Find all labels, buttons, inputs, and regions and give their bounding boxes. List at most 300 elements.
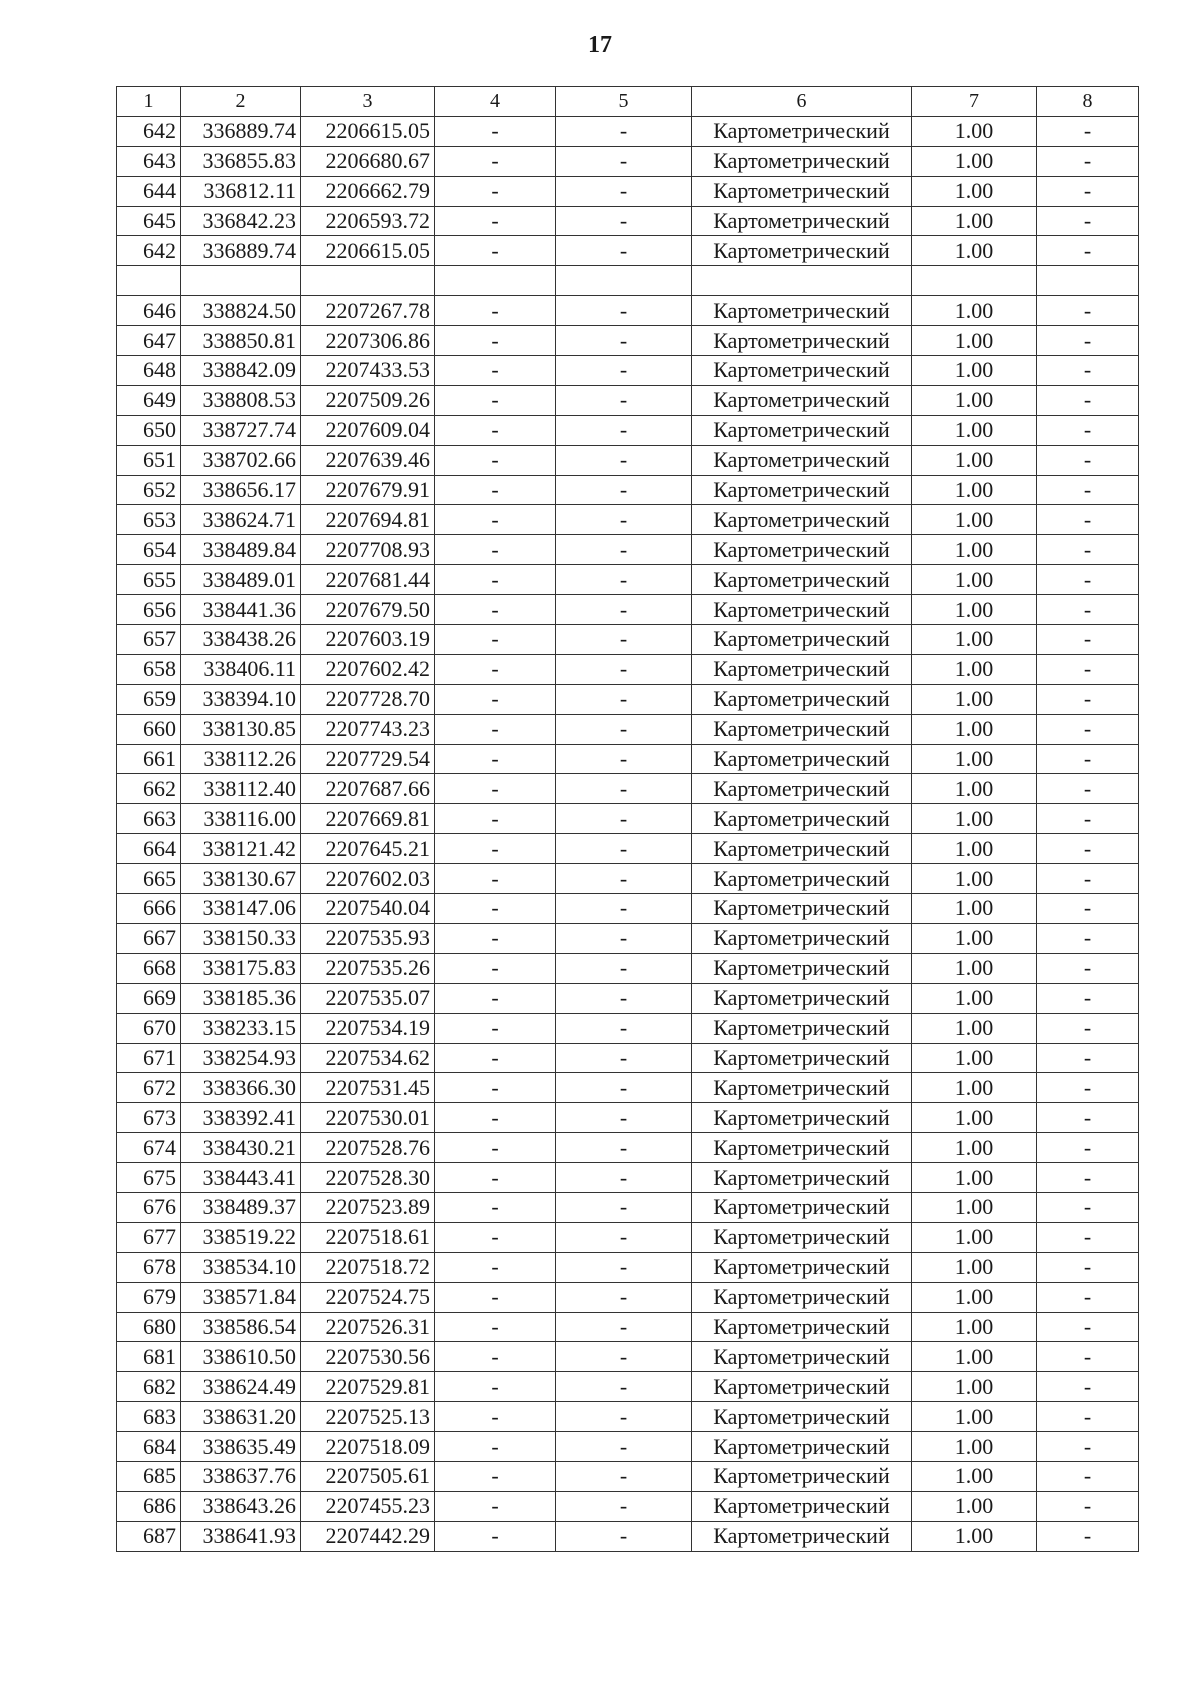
accuracy-cell: 1.00 bbox=[912, 1013, 1037, 1043]
method-cell bbox=[692, 266, 912, 296]
accuracy-cell: 1.00 bbox=[912, 326, 1037, 356]
y-coordinate-cell: 2207681.44 bbox=[301, 565, 435, 595]
table-row bbox=[117, 1461, 1139, 1491]
accuracy-cell: 1.00 bbox=[912, 1073, 1037, 1103]
accuracy-cell: 1.00 bbox=[912, 923, 1037, 953]
method-cell: Картометрический bbox=[692, 206, 912, 236]
column-4-cell: - bbox=[435, 1402, 556, 1432]
column-4-cell: - bbox=[435, 1252, 556, 1282]
column-8-cell: - bbox=[1037, 714, 1139, 744]
method-cell: Картометрический bbox=[692, 804, 912, 834]
header-cell: 7 bbox=[912, 87, 1037, 117]
column-4-cell: - bbox=[435, 1312, 556, 1342]
table-row bbox=[117, 1282, 1139, 1312]
column-5-cell: - bbox=[556, 1282, 692, 1312]
column-4-cell: - bbox=[435, 1013, 556, 1043]
table-row bbox=[117, 1402, 1139, 1432]
accuracy-cell: 1.00 bbox=[912, 595, 1037, 625]
accuracy-cell: 1.00 bbox=[912, 1312, 1037, 1342]
column-8-cell: - bbox=[1037, 684, 1139, 714]
accuracy-cell: 1.00 bbox=[912, 1342, 1037, 1372]
column-4-cell: - bbox=[435, 864, 556, 894]
column-5-cell: - bbox=[556, 953, 692, 983]
point-number-cell: 683 bbox=[117, 1402, 181, 1432]
table-row bbox=[117, 415, 1139, 445]
table-row bbox=[117, 864, 1139, 894]
method-cell: Картометрический bbox=[692, 1461, 912, 1491]
column-5-cell: - bbox=[556, 1252, 692, 1282]
column-8-cell: - bbox=[1037, 1282, 1139, 1312]
x-coordinate-cell: 338571.84 bbox=[181, 1282, 301, 1312]
y-coordinate-cell: 2207306.86 bbox=[301, 326, 435, 356]
column-8-cell: - bbox=[1037, 1432, 1139, 1462]
table-row bbox=[117, 923, 1139, 953]
y-coordinate-cell: 2206662.79 bbox=[301, 176, 435, 206]
column-8-cell: - bbox=[1037, 1073, 1139, 1103]
coordinates-table bbox=[116, 86, 1139, 1552]
y-coordinate-cell bbox=[301, 266, 435, 296]
point-number-cell: 666 bbox=[117, 894, 181, 924]
y-coordinate-cell: 2207528.76 bbox=[301, 1133, 435, 1163]
column-4-cell: - bbox=[435, 1282, 556, 1312]
column-4-cell: - bbox=[435, 296, 556, 326]
accuracy-cell: 1.00 bbox=[912, 505, 1037, 535]
accuracy-cell: 1.00 bbox=[912, 1402, 1037, 1432]
point-number-cell: 681 bbox=[117, 1342, 181, 1372]
method-cell: Картометрический bbox=[692, 654, 912, 684]
point-number-cell: 667 bbox=[117, 923, 181, 953]
x-coordinate-cell bbox=[181, 266, 301, 296]
y-coordinate-cell: 2207687.66 bbox=[301, 774, 435, 804]
column-5-cell: - bbox=[556, 654, 692, 684]
y-coordinate-cell: 2207523.89 bbox=[301, 1192, 435, 1222]
table-row bbox=[117, 356, 1139, 386]
column-5-cell: - bbox=[556, 415, 692, 445]
method-cell: Картометрический bbox=[692, 475, 912, 505]
x-coordinate-cell: 338624.49 bbox=[181, 1372, 301, 1402]
method-cell: Картометрический bbox=[692, 774, 912, 804]
method-cell: Картометрический bbox=[692, 116, 912, 146]
accuracy-cell: 1.00 bbox=[912, 176, 1037, 206]
x-coordinate-cell: 338702.66 bbox=[181, 445, 301, 475]
column-5-cell: - bbox=[556, 1222, 692, 1252]
header-cell: 5 bbox=[556, 87, 692, 117]
method-cell: Картометрический bbox=[692, 1312, 912, 1342]
accuracy-cell: 1.00 bbox=[912, 894, 1037, 924]
table-row bbox=[117, 1073, 1139, 1103]
column-8-cell bbox=[1037, 266, 1139, 296]
column-5-cell bbox=[556, 266, 692, 296]
x-coordinate-cell: 338116.00 bbox=[181, 804, 301, 834]
point-number-cell: 669 bbox=[117, 983, 181, 1013]
accuracy-cell: 1.00 bbox=[912, 1282, 1037, 1312]
y-coordinate-cell: 2207530.56 bbox=[301, 1342, 435, 1372]
column-5-cell: - bbox=[556, 296, 692, 326]
column-4-cell: - bbox=[435, 326, 556, 356]
column-8-cell: - bbox=[1037, 595, 1139, 625]
x-coordinate-cell: 338850.81 bbox=[181, 326, 301, 356]
table-row bbox=[117, 385, 1139, 415]
accuracy-cell: 1.00 bbox=[912, 1521, 1037, 1551]
column-5-cell: - bbox=[556, 894, 692, 924]
accuracy-cell: 1.00 bbox=[912, 953, 1037, 983]
accuracy-cell: 1.00 bbox=[912, 864, 1037, 894]
column-8-cell: - bbox=[1037, 1013, 1139, 1043]
column-4-cell: - bbox=[435, 1521, 556, 1551]
method-cell: Картометрический bbox=[692, 356, 912, 386]
x-coordinate-cell: 338112.26 bbox=[181, 744, 301, 774]
y-coordinate-cell: 2207509.26 bbox=[301, 385, 435, 415]
column-5-cell: - bbox=[556, 176, 692, 206]
y-coordinate-cell: 2207518.72 bbox=[301, 1252, 435, 1282]
column-5-cell: - bbox=[556, 1432, 692, 1462]
column-4-cell: - bbox=[435, 1163, 556, 1193]
column-8-cell: - bbox=[1037, 1461, 1139, 1491]
y-coordinate-cell: 2207694.81 bbox=[301, 505, 435, 535]
y-coordinate-cell: 2207534.19 bbox=[301, 1013, 435, 1043]
y-coordinate-cell: 2207267.78 bbox=[301, 296, 435, 326]
column-5-cell: - bbox=[556, 236, 692, 266]
column-4-cell: - bbox=[435, 983, 556, 1013]
method-cell: Картометрический bbox=[692, 953, 912, 983]
column-5-cell: - bbox=[556, 834, 692, 864]
accuracy-cell: 1.00 bbox=[912, 146, 1037, 176]
table-row bbox=[117, 296, 1139, 326]
column-4-cell: - bbox=[435, 146, 556, 176]
point-number-cell: 649 bbox=[117, 385, 181, 415]
x-coordinate-cell: 338366.30 bbox=[181, 1073, 301, 1103]
table-row bbox=[117, 714, 1139, 744]
point-number-cell: 643 bbox=[117, 146, 181, 176]
column-4-cell: - bbox=[435, 1192, 556, 1222]
method-cell: Картометрический bbox=[692, 894, 912, 924]
column-8-cell: - bbox=[1037, 804, 1139, 834]
method-cell: Картометрический bbox=[692, 146, 912, 176]
column-4-cell: - bbox=[435, 834, 556, 864]
point-number-cell: 675 bbox=[117, 1163, 181, 1193]
accuracy-cell: 1.00 bbox=[912, 206, 1037, 236]
column-5-cell: - bbox=[556, 206, 692, 236]
y-coordinate-cell: 2206593.72 bbox=[301, 206, 435, 236]
x-coordinate-cell: 336855.83 bbox=[181, 146, 301, 176]
table-row bbox=[117, 176, 1139, 206]
accuracy-cell: 1.00 bbox=[912, 1192, 1037, 1222]
x-coordinate-cell: 338394.10 bbox=[181, 684, 301, 714]
point-number-cell: 658 bbox=[117, 654, 181, 684]
table-row bbox=[117, 654, 1139, 684]
column-8-cell: - bbox=[1037, 983, 1139, 1013]
column-4-cell: - bbox=[435, 1103, 556, 1133]
x-coordinate-cell: 336812.11 bbox=[181, 176, 301, 206]
column-4-cell: - bbox=[435, 385, 556, 415]
column-8-cell: - bbox=[1037, 146, 1139, 176]
accuracy-cell: 1.00 bbox=[912, 236, 1037, 266]
column-5-cell: - bbox=[556, 535, 692, 565]
accuracy-cell: 1.00 bbox=[912, 684, 1037, 714]
column-5-cell: - bbox=[556, 983, 692, 1013]
x-coordinate-cell: 338233.15 bbox=[181, 1013, 301, 1043]
column-8-cell: - bbox=[1037, 296, 1139, 326]
x-coordinate-cell: 338406.11 bbox=[181, 654, 301, 684]
x-coordinate-cell: 338254.93 bbox=[181, 1043, 301, 1073]
y-coordinate-cell: 2207535.93 bbox=[301, 923, 435, 953]
accuracy-cell: 1.00 bbox=[912, 1043, 1037, 1073]
table-row bbox=[117, 1312, 1139, 1342]
accuracy-cell: 1.00 bbox=[912, 565, 1037, 595]
x-coordinate-cell: 338489.01 bbox=[181, 565, 301, 595]
point-number-cell: 671 bbox=[117, 1043, 181, 1073]
table-row bbox=[117, 146, 1139, 176]
column-5-cell: - bbox=[556, 1461, 692, 1491]
y-coordinate-cell: 2207743.23 bbox=[301, 714, 435, 744]
method-cell: Картометрический bbox=[692, 1402, 912, 1432]
x-coordinate-cell: 338637.76 bbox=[181, 1461, 301, 1491]
column-4-cell: - bbox=[435, 236, 556, 266]
table-row bbox=[117, 1133, 1139, 1163]
column-5-cell: - bbox=[556, 445, 692, 475]
y-coordinate-cell: 2207609.04 bbox=[301, 415, 435, 445]
point-number-cell: 652 bbox=[117, 475, 181, 505]
column-8-cell: - bbox=[1037, 535, 1139, 565]
y-coordinate-cell: 2206615.05 bbox=[301, 116, 435, 146]
accuracy-cell: 1.00 bbox=[912, 116, 1037, 146]
column-8-cell: - bbox=[1037, 1252, 1139, 1282]
column-8-cell: - bbox=[1037, 834, 1139, 864]
y-coordinate-cell: 2207602.03 bbox=[301, 864, 435, 894]
table-row bbox=[117, 1372, 1139, 1402]
table-row bbox=[117, 1342, 1139, 1372]
column-8-cell: - bbox=[1037, 744, 1139, 774]
column-5-cell: - bbox=[556, 595, 692, 625]
table-row bbox=[117, 744, 1139, 774]
table-row bbox=[117, 595, 1139, 625]
column-8-cell: - bbox=[1037, 774, 1139, 804]
y-coordinate-cell: 2206680.67 bbox=[301, 146, 435, 176]
column-5-cell: - bbox=[556, 146, 692, 176]
column-4-cell: - bbox=[435, 684, 556, 714]
column-8-cell: - bbox=[1037, 385, 1139, 415]
table-row bbox=[117, 326, 1139, 356]
column-8-cell: - bbox=[1037, 1402, 1139, 1432]
point-number-cell: 668 bbox=[117, 953, 181, 983]
accuracy-cell: 1.00 bbox=[912, 1133, 1037, 1163]
table-row bbox=[117, 1163, 1139, 1193]
x-coordinate-cell: 338112.40 bbox=[181, 774, 301, 804]
x-coordinate-cell: 338489.37 bbox=[181, 1192, 301, 1222]
point-number-cell: 665 bbox=[117, 864, 181, 894]
table-row bbox=[117, 1043, 1139, 1073]
column-4-cell: - bbox=[435, 595, 556, 625]
point-number-cell: 661 bbox=[117, 744, 181, 774]
point-number-cell: 645 bbox=[117, 206, 181, 236]
table-row bbox=[117, 774, 1139, 804]
y-coordinate-cell: 2207505.61 bbox=[301, 1461, 435, 1491]
accuracy-cell: 1.00 bbox=[912, 1432, 1037, 1462]
method-cell: Картометрический bbox=[692, 595, 912, 625]
point-number-cell: 642 bbox=[117, 236, 181, 266]
header-cell: 6 bbox=[692, 87, 912, 117]
method-cell: Картометрический bbox=[692, 1432, 912, 1462]
method-cell: Картометрический bbox=[692, 1133, 912, 1163]
column-5-cell: - bbox=[556, 1342, 692, 1372]
method-cell: Картометрический bbox=[692, 1103, 912, 1133]
header-cell: 1 bbox=[117, 87, 181, 117]
point-number-cell: 651 bbox=[117, 445, 181, 475]
accuracy-cell: 1.00 bbox=[912, 535, 1037, 565]
column-8-cell: - bbox=[1037, 565, 1139, 595]
table-row bbox=[117, 1432, 1139, 1462]
accuracy-cell bbox=[912, 266, 1037, 296]
method-cell: Картометрический bbox=[692, 415, 912, 445]
page-number: 17 bbox=[588, 32, 612, 58]
y-coordinate-cell: 2207535.07 bbox=[301, 983, 435, 1013]
accuracy-cell: 1.00 bbox=[912, 1461, 1037, 1491]
column-8-cell: - bbox=[1037, 1192, 1139, 1222]
table-row bbox=[117, 834, 1139, 864]
column-5-cell: - bbox=[556, 1521, 692, 1551]
table-row bbox=[117, 684, 1139, 714]
column-8-cell: - bbox=[1037, 923, 1139, 953]
column-8-cell: - bbox=[1037, 176, 1139, 206]
method-cell: Картометрический bbox=[692, 1043, 912, 1073]
column-5-cell: - bbox=[556, 116, 692, 146]
column-4-cell: - bbox=[435, 356, 556, 386]
table-row bbox=[117, 1222, 1139, 1252]
column-5-cell: - bbox=[556, 744, 692, 774]
column-8-cell: - bbox=[1037, 475, 1139, 505]
method-cell: Картометрический bbox=[692, 236, 912, 266]
x-coordinate-cell: 338656.17 bbox=[181, 475, 301, 505]
y-coordinate-cell: 2207529.81 bbox=[301, 1372, 435, 1402]
table-row bbox=[117, 1252, 1139, 1282]
column-8-cell: - bbox=[1037, 1521, 1139, 1551]
column-8-cell: - bbox=[1037, 1312, 1139, 1342]
y-coordinate-cell: 2207540.04 bbox=[301, 894, 435, 924]
x-coordinate-cell: 336889.74 bbox=[181, 236, 301, 266]
point-number-cell: 686 bbox=[117, 1491, 181, 1521]
accuracy-cell: 1.00 bbox=[912, 834, 1037, 864]
x-coordinate-cell: 338824.50 bbox=[181, 296, 301, 326]
column-5-cell: - bbox=[556, 326, 692, 356]
y-coordinate-cell: 2206615.05 bbox=[301, 236, 435, 266]
x-coordinate-cell: 338586.54 bbox=[181, 1312, 301, 1342]
column-5-cell: - bbox=[556, 356, 692, 386]
y-coordinate-cell: 2207442.29 bbox=[301, 1521, 435, 1551]
column-4-cell: - bbox=[435, 894, 556, 924]
x-coordinate-cell: 338842.09 bbox=[181, 356, 301, 386]
column-4-cell: - bbox=[435, 206, 556, 236]
header-cell: 8 bbox=[1037, 87, 1139, 117]
accuracy-cell: 1.00 bbox=[912, 774, 1037, 804]
column-5-cell: - bbox=[556, 1163, 692, 1193]
column-4-cell: - bbox=[435, 505, 556, 535]
x-coordinate-cell: 338441.36 bbox=[181, 595, 301, 625]
x-coordinate-cell: 338727.74 bbox=[181, 415, 301, 445]
column-4-cell: - bbox=[435, 744, 556, 774]
point-number-cell: 682 bbox=[117, 1372, 181, 1402]
x-coordinate-cell: 338147.06 bbox=[181, 894, 301, 924]
column-5-cell: - bbox=[556, 804, 692, 834]
column-5-cell: - bbox=[556, 505, 692, 535]
table-row bbox=[117, 535, 1139, 565]
y-coordinate-cell: 2207526.31 bbox=[301, 1312, 435, 1342]
accuracy-cell: 1.00 bbox=[912, 296, 1037, 326]
table-row bbox=[117, 116, 1139, 146]
y-coordinate-cell: 2207728.70 bbox=[301, 684, 435, 714]
y-coordinate-cell: 2207645.21 bbox=[301, 834, 435, 864]
column-8-cell: - bbox=[1037, 236, 1139, 266]
column-4-cell: - bbox=[435, 654, 556, 684]
accuracy-cell: 1.00 bbox=[912, 415, 1037, 445]
column-5-cell: - bbox=[556, 864, 692, 894]
x-coordinate-cell: 338635.49 bbox=[181, 1432, 301, 1462]
method-cell: Картометрический bbox=[692, 923, 912, 953]
column-4-cell: - bbox=[435, 774, 556, 804]
column-4-cell: - bbox=[435, 445, 556, 475]
column-4-cell: - bbox=[435, 475, 556, 505]
point-number-cell: 660 bbox=[117, 714, 181, 744]
method-cell: Картометрический bbox=[692, 176, 912, 206]
method-cell: Картометрический bbox=[692, 744, 912, 774]
y-coordinate-cell: 2207679.50 bbox=[301, 595, 435, 625]
table-row bbox=[117, 894, 1139, 924]
column-5-cell: - bbox=[556, 1103, 692, 1133]
x-coordinate-cell: 338150.33 bbox=[181, 923, 301, 953]
method-cell: Картометрический bbox=[692, 1222, 912, 1252]
table-row bbox=[117, 1013, 1139, 1043]
column-4-cell: - bbox=[435, 953, 556, 983]
table-row bbox=[117, 1192, 1139, 1222]
point-number-cell: 680 bbox=[117, 1312, 181, 1342]
accuracy-cell: 1.00 bbox=[912, 1252, 1037, 1282]
accuracy-cell: 1.00 bbox=[912, 1103, 1037, 1133]
column-8-cell: - bbox=[1037, 953, 1139, 983]
method-cell: Картометрический bbox=[692, 1282, 912, 1312]
point-number-cell: 663 bbox=[117, 804, 181, 834]
point-number-cell: 672 bbox=[117, 1073, 181, 1103]
x-coordinate-cell: 338489.84 bbox=[181, 535, 301, 565]
column-5-cell: - bbox=[556, 1491, 692, 1521]
table-row bbox=[117, 236, 1139, 266]
table-row bbox=[117, 804, 1139, 834]
table-row bbox=[117, 266, 1139, 296]
column-5-cell: - bbox=[556, 1192, 692, 1222]
x-coordinate-cell: 338610.50 bbox=[181, 1342, 301, 1372]
x-coordinate-cell: 338130.67 bbox=[181, 864, 301, 894]
column-5-cell: - bbox=[556, 684, 692, 714]
method-cell: Картометрический bbox=[692, 535, 912, 565]
method-cell: Картометрический bbox=[692, 714, 912, 744]
accuracy-cell: 1.00 bbox=[912, 445, 1037, 475]
x-coordinate-cell: 338121.42 bbox=[181, 834, 301, 864]
table-row bbox=[117, 1491, 1139, 1521]
column-4-cell: - bbox=[435, 116, 556, 146]
method-cell: Картометрический bbox=[692, 1342, 912, 1372]
point-number-cell: 650 bbox=[117, 415, 181, 445]
y-coordinate-cell: 2207603.19 bbox=[301, 625, 435, 655]
y-coordinate-cell: 2207531.45 bbox=[301, 1073, 435, 1103]
accuracy-cell: 1.00 bbox=[912, 625, 1037, 655]
y-coordinate-cell: 2207679.91 bbox=[301, 475, 435, 505]
accuracy-cell: 1.00 bbox=[912, 983, 1037, 1013]
y-coordinate-cell: 2207528.30 bbox=[301, 1163, 435, 1193]
point-number-cell: 662 bbox=[117, 774, 181, 804]
point-number-cell: 646 bbox=[117, 296, 181, 326]
column-8-cell: - bbox=[1037, 1163, 1139, 1193]
column-8-cell: - bbox=[1037, 625, 1139, 655]
method-cell: Картометрический bbox=[692, 834, 912, 864]
column-4-cell: - bbox=[435, 1372, 556, 1402]
